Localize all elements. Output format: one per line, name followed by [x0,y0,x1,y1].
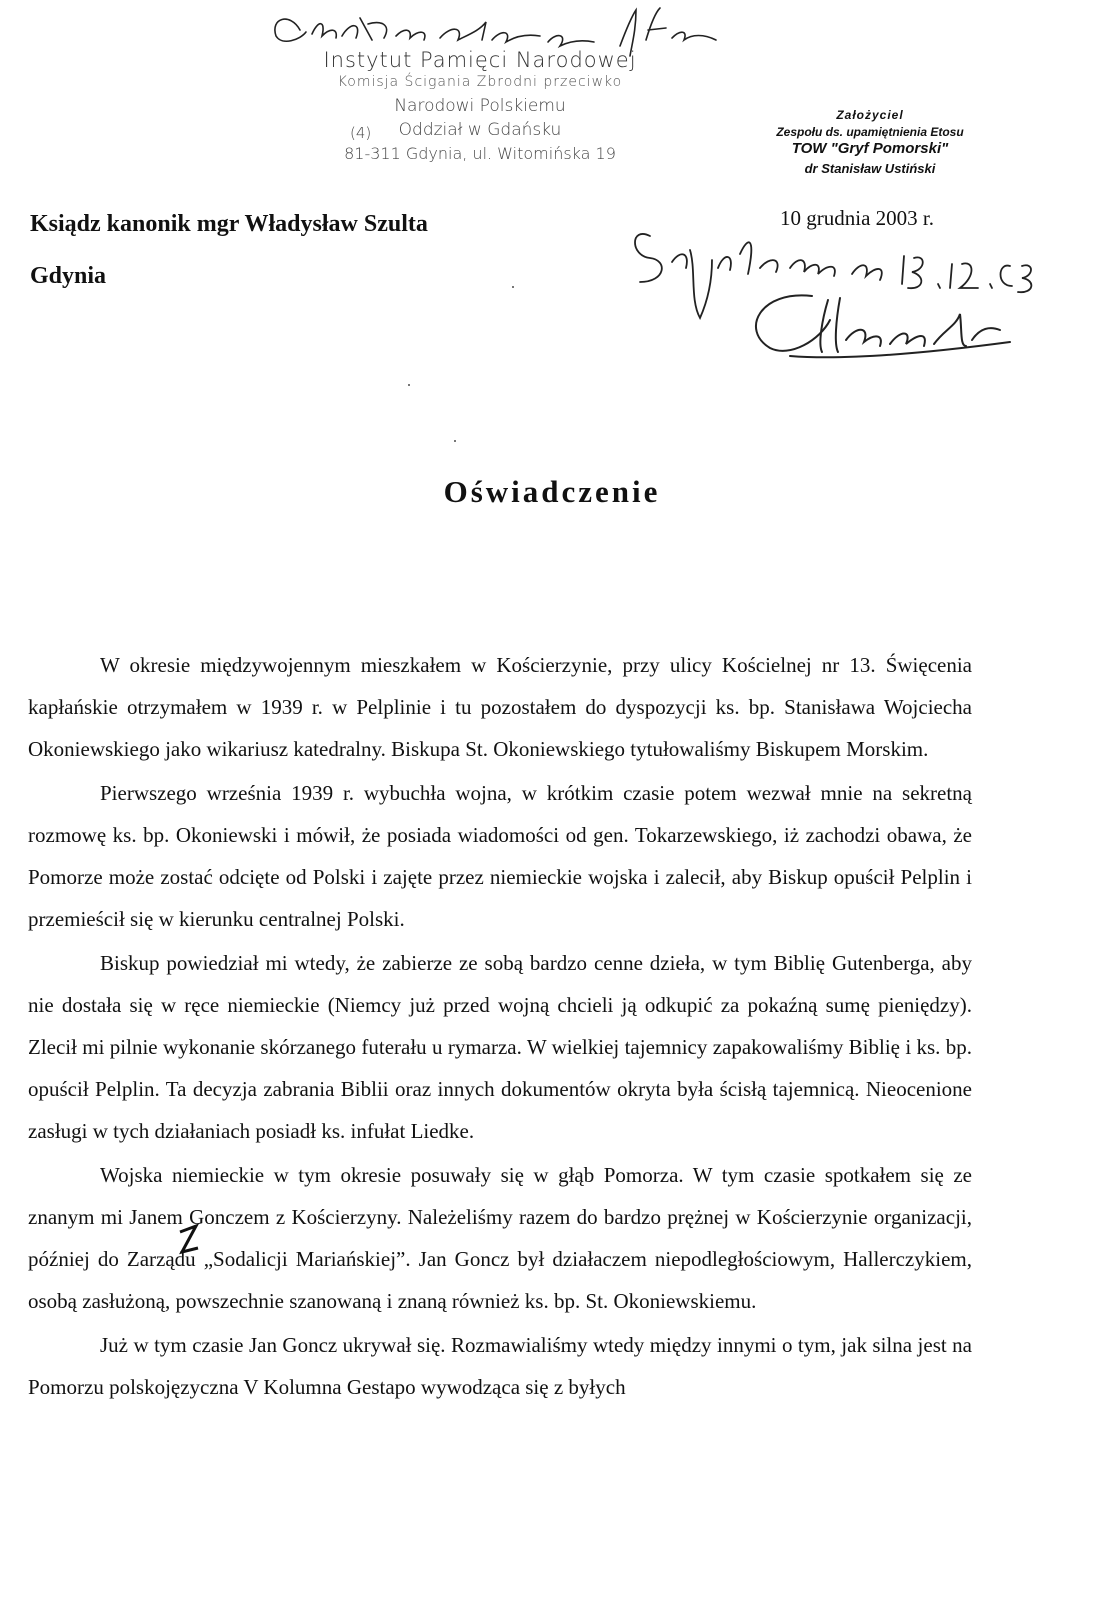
handwriting-received [635,234,1031,318]
ipn-stamp [300,48,660,163]
stamp-line-4: Oddział w Gdańsku [398,120,562,140]
stray-mark [454,440,456,442]
paragraph-1: W okresie międzywojennym mieszkałem w Kościerzynie, przy ulicy Kościelnej nr 13. Święcenia kapłańskie otrzymałem w 1939 r. w Pelplinie i tu pozostałem do dyspozycji ks. bp. Stanisława Wojciecha Okoniewskiego jako wikariusz katedralny. Biskupa St. Okoniewskiego tytułowaliśmy Biskupem Morskim. [28,653,972,761]
paragraph-2: Pierwszego września 1939 r. wybuchła wojna, w krótkim czasie potem wezwał mnie na sekretną rozmowę ks. bp. Okoniewski i mówił, że posiada wiadomości od gen. Tokarzewskiego, iż zachodzi obawa, że Pomorze może zostać odcięte od Polski i zajęte przez niemieckie wojska i zalecił, aby Biskup opuścił Pelplin i przemieścił się w kierunku centralnej Polski. [28,781,972,931]
founder-stamp-line-2: Zespołu ds. upamiętnienia Etosu [776,125,964,139]
stamp-number: (4) [350,124,372,142]
stamp-line-3: Narodowi Polskiemu [394,96,566,116]
stray-mark [512,286,514,288]
founder-stamp [720,108,1020,176]
founder-stamp-line-1: Założyciel [836,108,904,122]
paragraph-5: Już w tym czasie Jan Goncz ukrywał się. Rozmawialiśmy wtedy między innymi o tym, jak silna jest na Pomorzu polskojęzyczna V Kolumna Gestapo wywodząca się z byłych [28,1333,972,1399]
addressee-city: Gdynia [30,263,107,289]
signature [756,295,1010,357]
founder-stamp-line-3: TOW "Gryf Pomorski" [791,140,949,157]
stray-mark [408,384,410,386]
paragraph-4: Wojska niemieckie w tym okresie posuwały się w głąb Pomorza. W tym czasie spotkałem się ze znanym mi Janem Gonczem z Kościerzyny. Należeliśmy razem do bardzo prężnej w Kościerzynie organizacji, później do Zarządu „Sodalicji Mariańskiej”. Jan Goncz był działaczem niepodległościowym, Hallerczykiem, osobą zasłużoną, powszechnie szanowaną i znaną również ks. bp. St. Okoniewskiemu. [28,1163,972,1313]
document-date: 10 grudnia 2003 r. [780,206,934,230]
founder-stamp-line-4: dr Stanisław Ustiński [804,161,936,176]
addressee-name: Ksiądz kanonik mgr Władysław Szulta [30,211,428,237]
document-body [28,644,972,1408]
stamp-line-1: Instytut Pamięci Narodowej [323,48,637,72]
paragraph-3: Biskup powiedział mi wtedy, że zabierze ze sobą bardzo cenne dzieła, w tym Biblię Gutenberga, aby nie dostała się w ręce niemieckie (Niemcy już przed wojną chcieli ją odkupić za pokaźną sumę pieniędzy). Zlecił mi pilnie wykonanie skórzanego futerału u rymarza. W wielkiej tajemnicy zapakowaliśmy Biblię i ks. bp. opuścił Pelplin. Ta decyzja zabrania Biblii oraz innych dokumentów okryta była ścisłą tajemnicą. Nieocenione zasługi w tych działaniach posiadł ks. infułat Liedke. [28,951,972,1143]
stamp-line-5: 81-311 Gdynia, ul. Witomińska 19 [344,144,616,163]
addressee-block [30,198,428,302]
stamp-line-2: Komisja Ścigania Zbrodni przeciwko [337,74,623,90]
document-title: Oświadczenie [443,474,661,509]
